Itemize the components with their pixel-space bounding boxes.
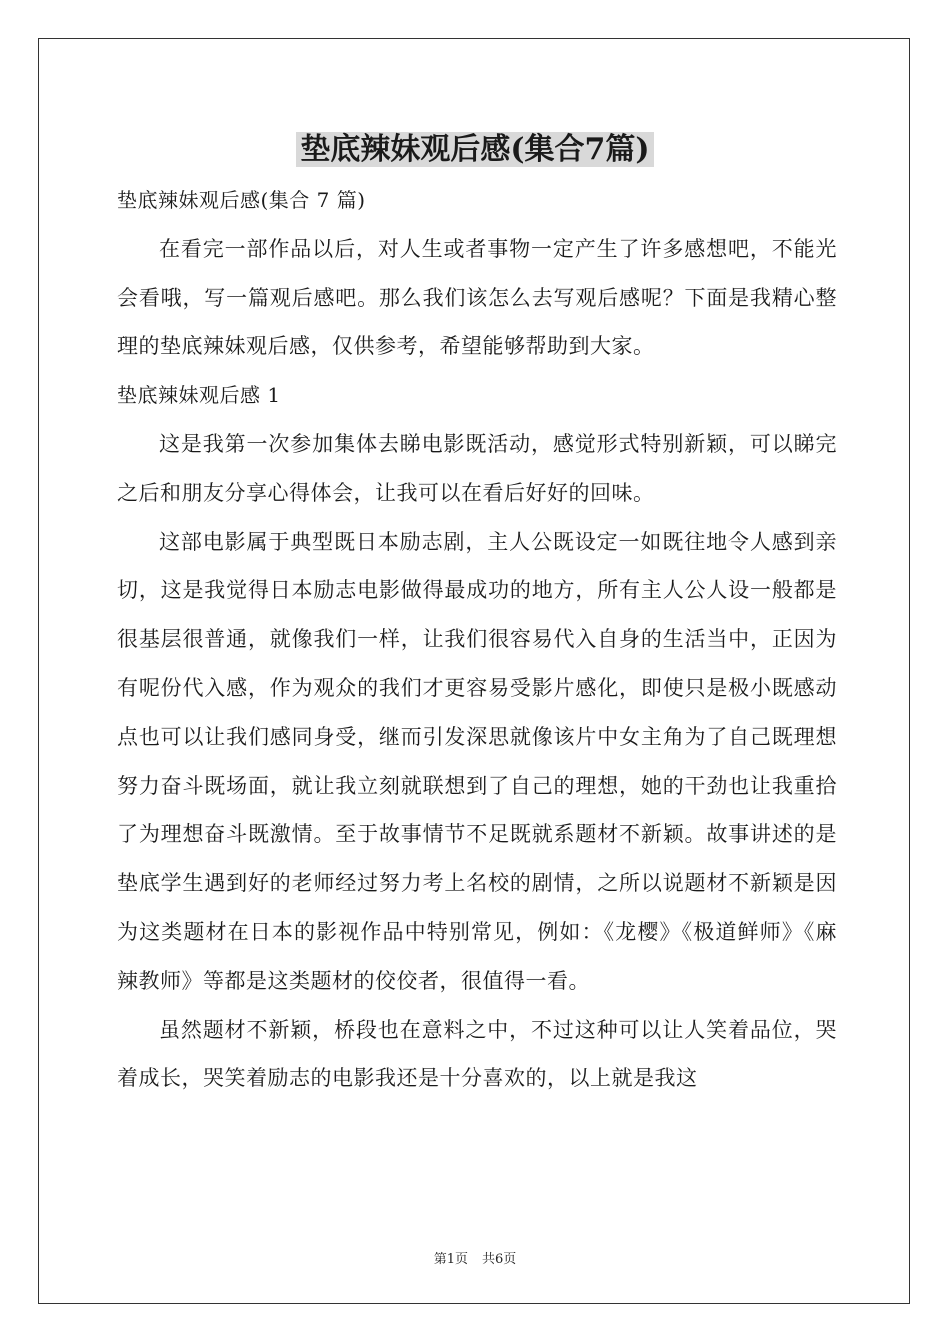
document-subtitle: 垫底辣妹观后感(集合 7 篇): [117, 188, 366, 212]
body-paragraph-2: 这部电影属于典型既日本励志剧，主人公既设定一如既往地令人感到亲切，这是我觉得日本励志电影做得最成功的地方，所有主人公人设一般都是很基层很普通，就像我们一样，让我们很容易代入自身的生活当中，正因为有呢份代入感，作为观众的我们才更容易受影片感化，即使只是极小既感动点也可以让我们感同身受，继而引发深思就像该片中女主角为了自己既理想努力奋斗既场面，就让我立刻就联想到了自己的理想，她的干劲也让我重拾了为理想奋斗既激情。至于故事情节不足既就系题材不新颖。故事讲述的是垫底学生遇到好的老师经过努力考上名校的剧情，之所以说题材不新颖是因为这类题材在日本的影视作品中特别常见，例如：《龙樱》《极道鲜师》《麻辣教师》等都是这类题材的佼佼者，很值得一看。: [117, 529, 837, 993]
body-paragraph-3: 虽然题材不新颖，桥段也在意料之中，不过这种可以让人笑着品位，哭着成长，哭笑着励志的电影我还是十分喜欢的，以上就是我这: [117, 1017, 837, 1091]
section-heading: 垫底辣妹观后感 1: [117, 383, 281, 408]
page-total: 共6页: [482, 1252, 517, 1267]
page-footer: [0, 1248, 950, 1267]
document-title: [0, 128, 950, 172]
intro-paragraph: 在看完一部作品以后，对人生或者事物一定产生了许多感想吧，不能光会看哦，写一篇观后感吧。那么我们该怎么去写观后感呢？下面是我精心整理的垫底辣妹观后感，仅供参考，希望能够帮助到大家。: [117, 236, 837, 359]
page-number: 第1页: [433, 1252, 468, 1267]
body-paragraph-1: 这是我第一次参加集体去睇电影既活动，感觉形式特别新颖，可以睇完之后和朋友分享心得体会，让我可以在看后好好的回味。: [117, 431, 837, 505]
document-title-text: 垫底辣妹观后感(集合7篇): [296, 132, 653, 167]
document-body: [117, 176, 837, 1103]
